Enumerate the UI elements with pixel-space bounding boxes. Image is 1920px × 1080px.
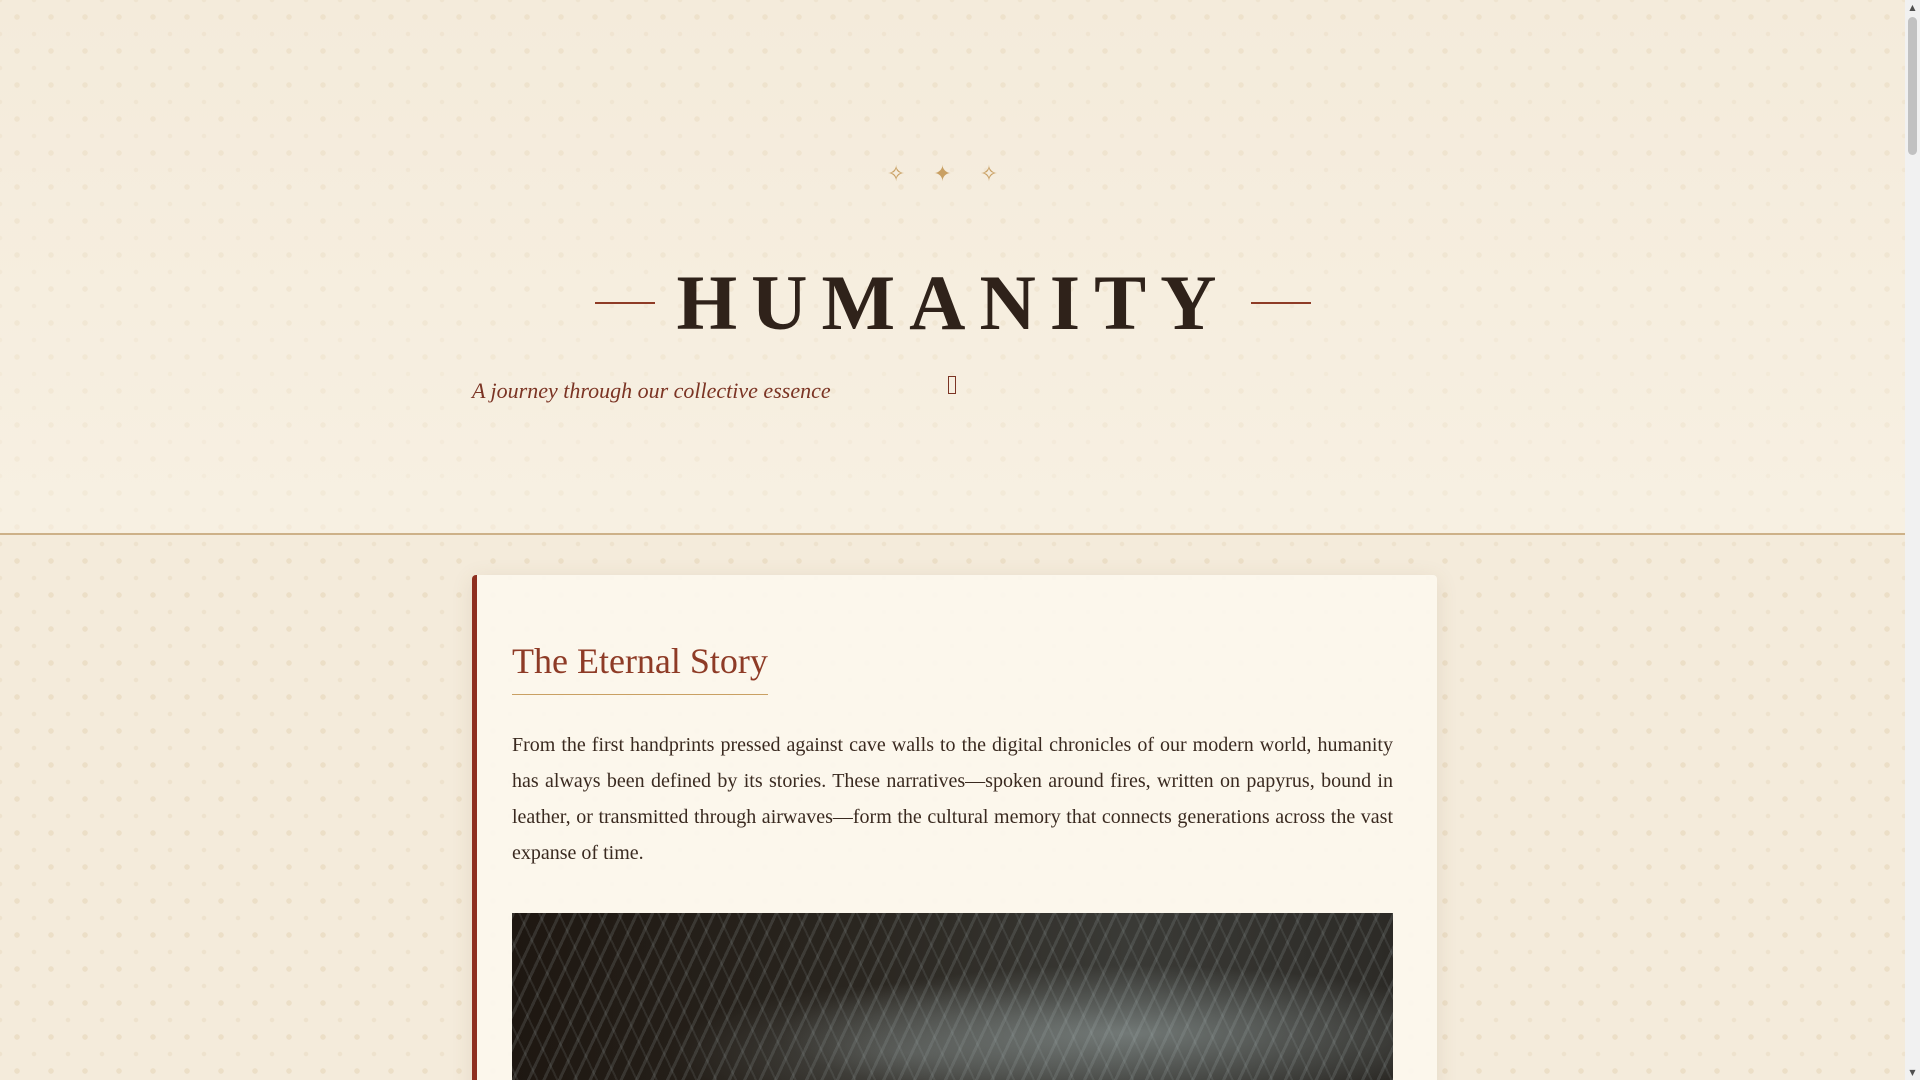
- page-title: HUMANITY: [676, 259, 1231, 346]
- scroll-up-icon[interactable]: ▲: [1909, 3, 1916, 12]
- scrollbar-thumb[interactable]: [1908, 17, 1917, 155]
- story-card: [472, 575, 1437, 1080]
- page-subtitle: A journey through our collective essence: [472, 378, 831, 403]
- title-rule-left: [595, 302, 655, 304]
- sparkle-icon: ✧: [886, 162, 926, 187]
- title-row: [0, 258, 1905, 348]
- card-heading: The Eternal Story: [512, 640, 768, 695]
- ornament-stars: [0, 162, 1905, 187]
- sparkle-icon: ✧: [979, 162, 1019, 187]
- star-icon: ✦: [933, 162, 972, 187]
- card-paragraph: From the first handprints pressed against cave walls to the digital chronicles of our modern world, humanity has always been defined by its stories. These narratives—spoken around fires, written on papyrus, bound in leather, or transmitted through airwaves—form the cultural memory that connects generations across the vast expanse of time.: [512, 734, 1393, 864]
- missing-glyph-icon: [948, 376, 956, 394]
- hero-header: [0, 0, 1905, 535]
- scroll-down-icon[interactable]: ▼: [1909, 1068, 1916, 1077]
- title-rule-right: [1251, 302, 1311, 304]
- card-image: [512, 913, 1393, 1080]
- vertical-scrollbar[interactable]: [1905, 0, 1920, 1080]
